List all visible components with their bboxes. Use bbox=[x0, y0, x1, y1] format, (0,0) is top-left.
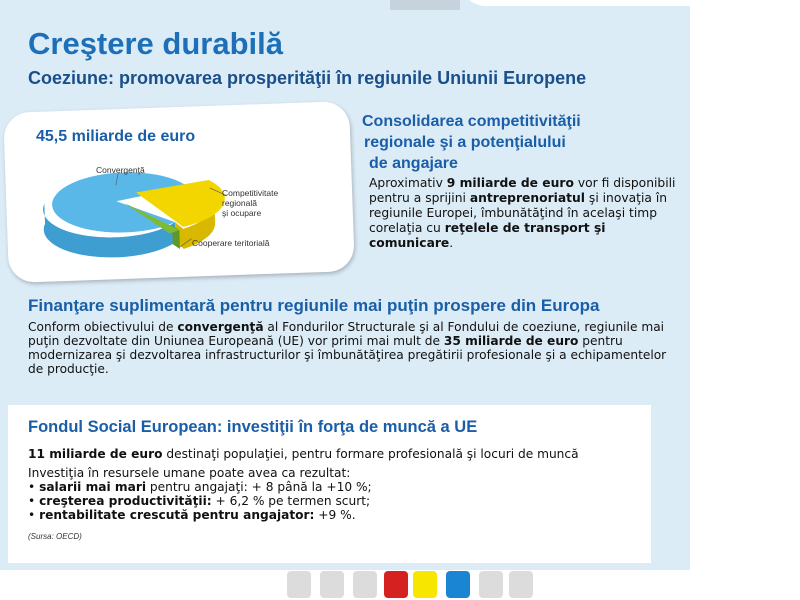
nav-square-3[interactable] bbox=[353, 571, 377, 598]
chart-title: 45,5 miliarde de euro bbox=[36, 128, 196, 145]
social-fund-heading: Fondul Social European: investiţii în forţa de muncă a UE bbox=[28, 418, 478, 436]
competitiveness-section bbox=[362, 111, 692, 251]
list-item: • salarii mai mari pentru angajaţi: + 8 până la +10 %; bbox=[28, 480, 372, 494]
social-fund-intro: 11 miliarde de euro destinaţi populaţiei, pentru formare profesională şi locuri de muncă bbox=[28, 447, 579, 461]
nav-square-yellow[interactable] bbox=[413, 571, 437, 598]
nav-square-8[interactable] bbox=[509, 571, 533, 598]
results-list bbox=[28, 480, 658, 522]
list-item: • rentabilitate crescută pentru angajator: +9 %. bbox=[28, 508, 356, 522]
nav-square-2[interactable] bbox=[320, 571, 344, 598]
nav-square-1[interactable] bbox=[287, 571, 311, 598]
convergence-text: Conform obiectivului de convergenţă al Fondurilor Structurale şi al Fondului de coeziune, regiunile mai puţin dezvoltate din Uniunea Europeană (UE) vor primi mai mult de 35 miliarde de euro pentru modernizarea şi dezvoltarea infrastructurilor şi îmbunătăţirea pregătirii profesionale şi a echipamentelor de producţie. bbox=[28, 320, 667, 376]
label-cooperare: Cooperare teritorială bbox=[192, 238, 270, 248]
social-fund-section bbox=[28, 418, 658, 541]
header-strip bbox=[390, 0, 460, 10]
header-curve bbox=[460, 0, 690, 6]
convergence-heading: Finanţare suplimentară pentru regiunile mai puţin prospere din Europa bbox=[28, 296, 600, 315]
list-item: • creşterea productivităţii: + 6,2 % pe termen scurt; bbox=[28, 494, 371, 508]
nav-square-7[interactable] bbox=[479, 571, 503, 598]
nav-square-red[interactable] bbox=[384, 571, 408, 598]
competitiveness-text: Aproximativ 9 miliarde de euro vor fi disponibili pentru a sprijini antreprenoriatul şi inovaţia în regiunile Europei, îmbunătăţind în acelaşi timp corelaţia cu reţelele de transport şi comunicare. bbox=[369, 176, 676, 250]
page-subtitle: Coeziune: promovarea prosperităţii în regiunile Uniunii Europene bbox=[28, 68, 587, 88]
label-convergenta: Convergenţă bbox=[96, 165, 145, 175]
convergence-section bbox=[28, 296, 668, 376]
social-fund-results-intro: Investiţia în resursele umane poate avea ca rezultat: bbox=[28, 466, 351, 480]
page-title: Creştere durabilă bbox=[28, 26, 283, 61]
label-competitivitate: Competitivitate regională şi ocupare bbox=[222, 188, 279, 218]
competitiveness-heading: Consolidarea competitivităţii regionale şi a potenţialului de angajare bbox=[362, 113, 581, 172]
source-note: (Sursa: OECD) bbox=[28, 532, 82, 541]
nav-square-blue[interactable] bbox=[446, 571, 470, 598]
